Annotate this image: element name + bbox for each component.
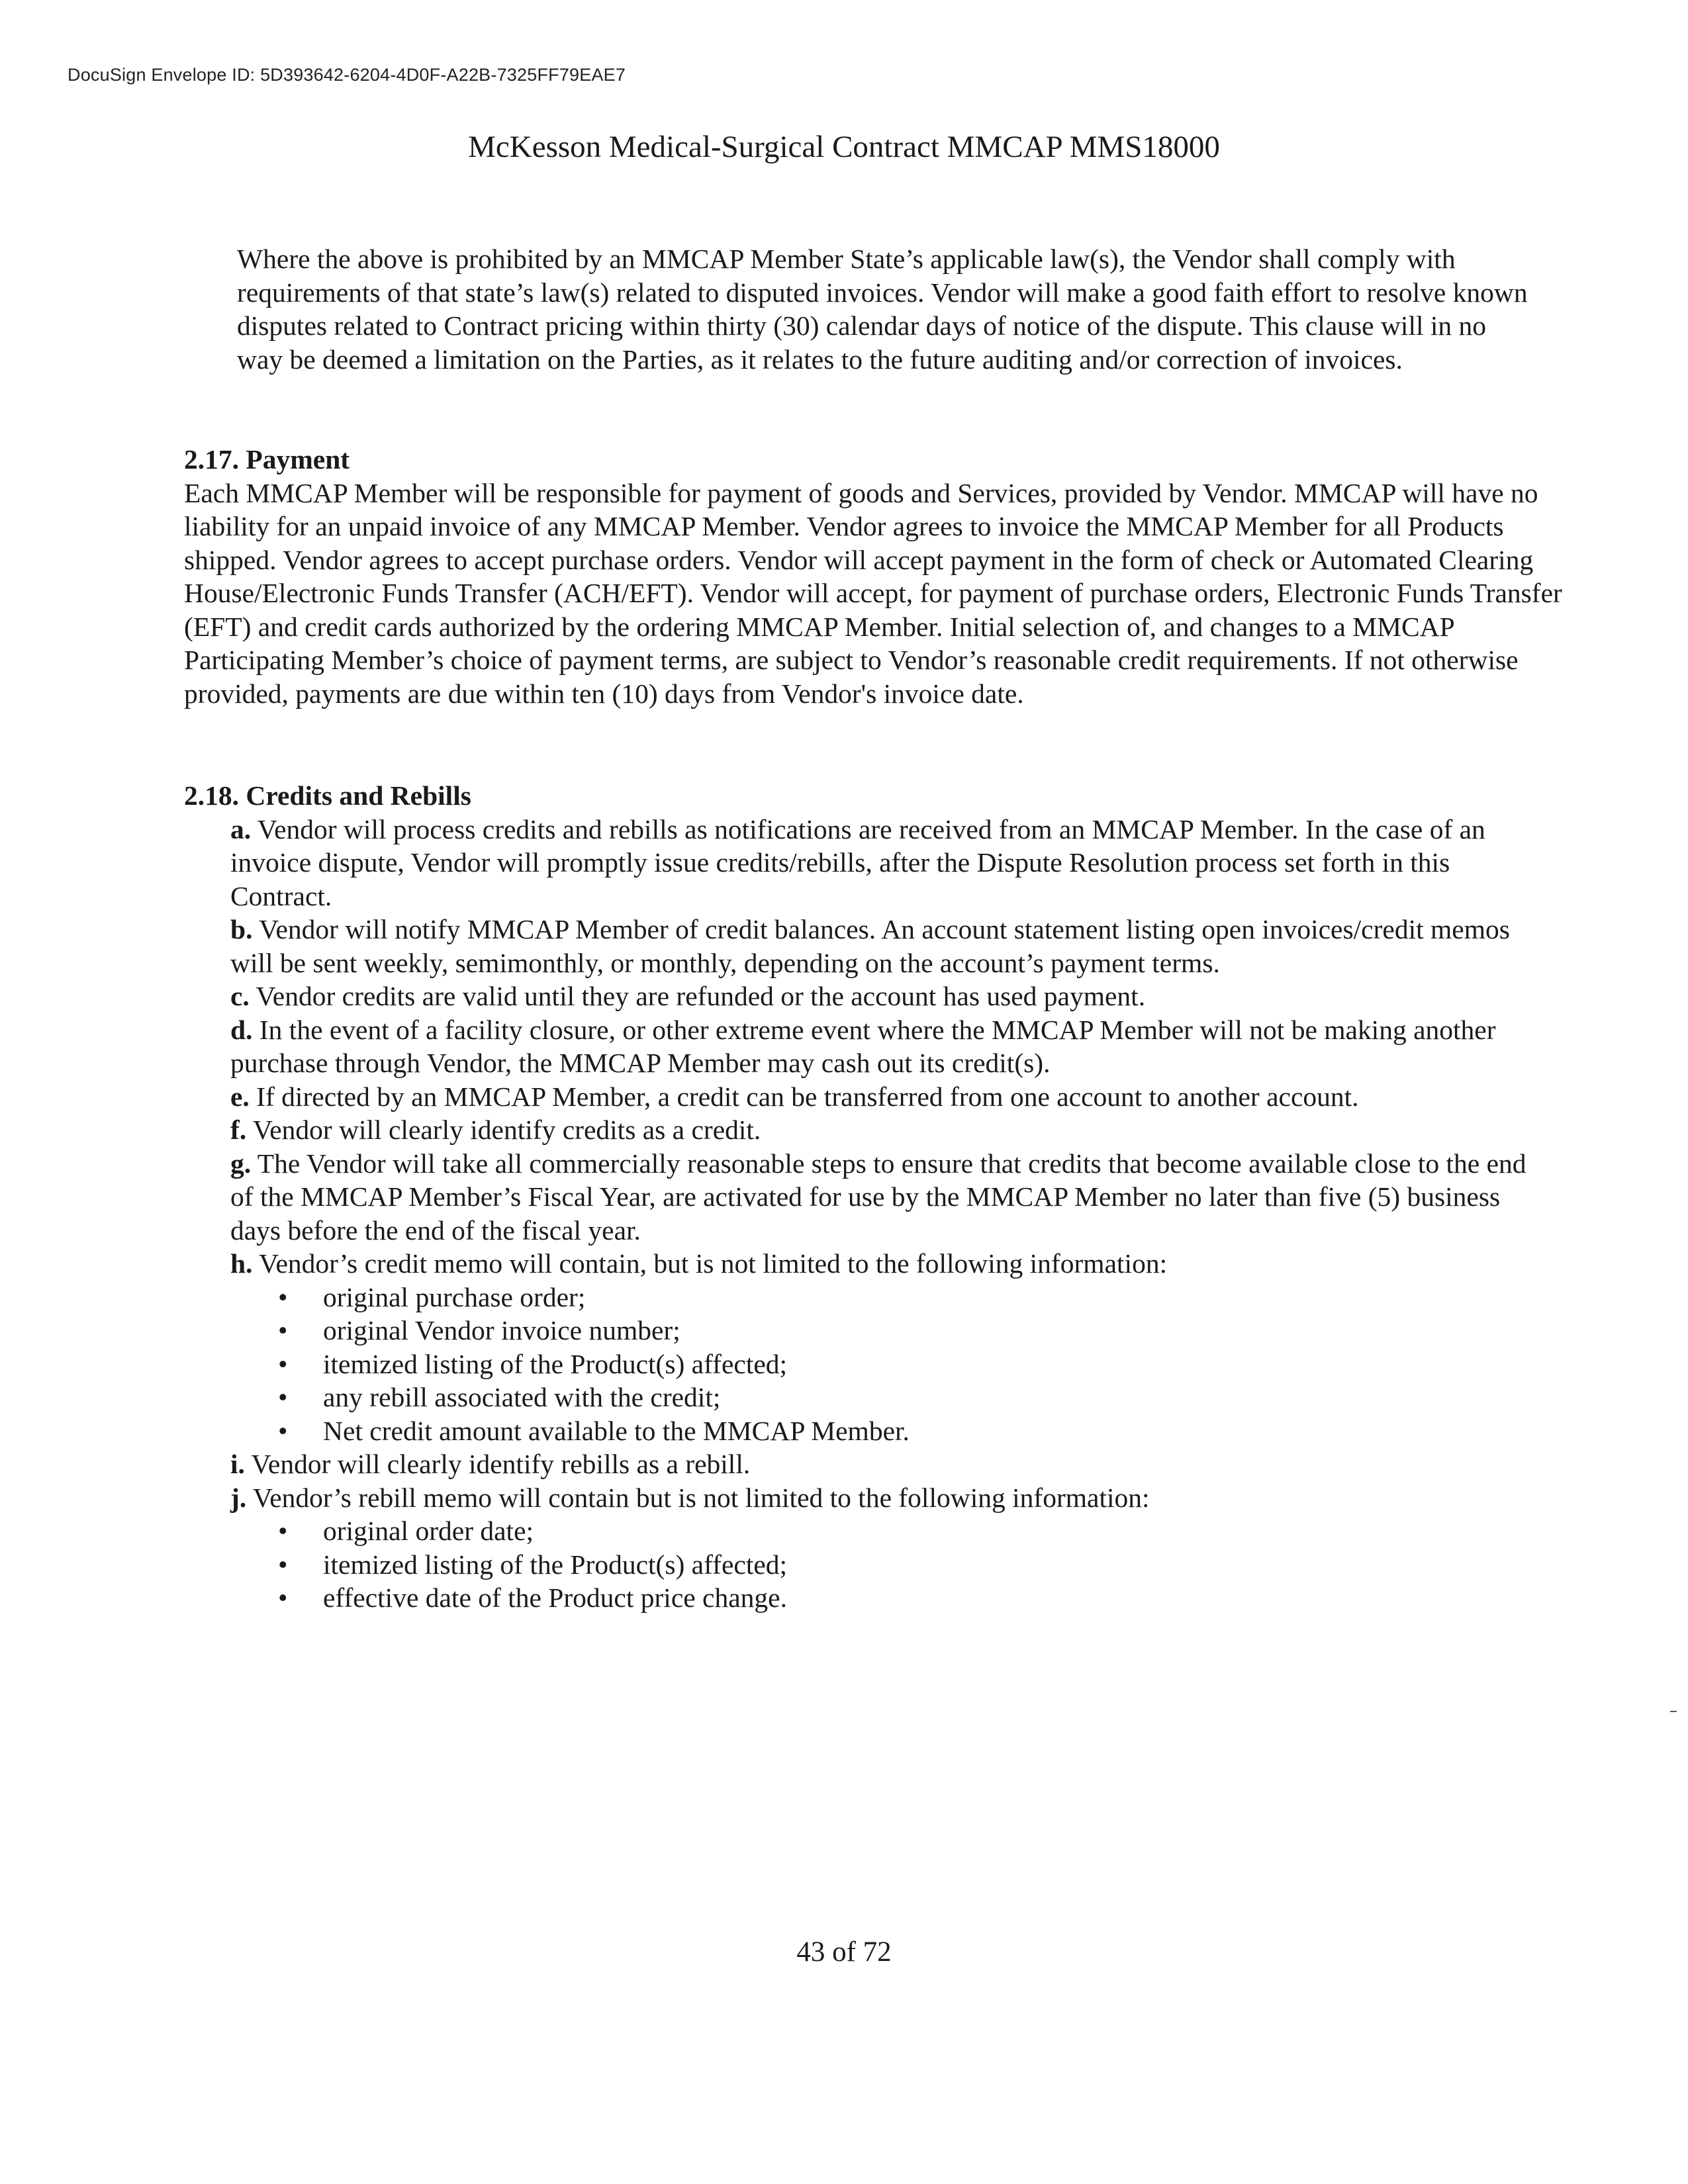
- bullet-text: original Vendor invoice number;: [323, 1315, 680, 1345]
- bullet-text: original order date;: [323, 1516, 534, 1546]
- item-text: Vendor will clearly identify credits as a credit.: [252, 1115, 761, 1145]
- page-number: 43 of 72: [796, 1936, 892, 1968]
- bullet-text: original purchase order;: [323, 1281, 586, 1312]
- bullet-text: Net credit amount available to the MMCAP Member.: [323, 1415, 910, 1446]
- item-letter: h.: [230, 1248, 253, 1279]
- item-text: Vendor will process credits and rebills as notifications are received from an MMCAP Member. In the case of an invoice dispute, Vendor will promptly issue credits/rebills, after the Dispute Resolution process set forth in this Contract.: [230, 813, 1485, 911]
- docusign-envelope-id: DocuSign Envelope ID: 5D393642-6204-4D0F-A22B-7325FF79EAE7: [68, 65, 626, 85]
- item-letter: b.: [230, 914, 253, 944]
- item-text: Vendor will notify MMCAP Member of credit balances. An account statement listing open invoices/credit memos will be sent weekly, semimonthly, or monthly, depending on the account’s payment terms.: [230, 914, 1510, 978]
- bullet-dot-icon: •: [278, 1516, 288, 1546]
- bullet-item: [278, 1414, 1548, 1448]
- item-letter: f.: [230, 1115, 247, 1145]
- item-text: Vendor’s rebill memo will contain but is not limited to the following information:: [252, 1482, 1150, 1513]
- list-item-a: [230, 813, 1548, 913]
- list-item-h: [230, 1247, 1548, 1281]
- bullet-item: [278, 1581, 1548, 1615]
- section-payment: [184, 443, 1568, 710]
- bullet-item: [278, 1381, 1548, 1414]
- item-letter: c.: [230, 981, 250, 1011]
- bullet-dot-icon: •: [278, 1281, 288, 1312]
- list-item-g: [230, 1147, 1548, 1248]
- section-payment-body: Each MMCAP Member will be responsible for payment of goods and Services, provided by Vendor. MMCAP will have no liability for an unpaid invoice of any MMCAP Member. Vendor agrees to invoice the MMCAP Member for all Products shipped. Vendor agrees to accept purchase orders. Vendor will accept payment in the form of check or Automated Clearing House/Electronic Funds Transfer (ACH/EFT). Vendor will accept, for payment of purchase orders, Electronic Funds Transfer (EFT) and credit cards authorized by the ordering MMCAP Member. Initial selection of, and changes to a MMCAP Participating Member’s choice of payment terms, are subject to Vendor’s reasonable credit requirements. If not otherwise provided, payments are due within ten (10) days from Vendor's invoice date.: [184, 477, 1562, 709]
- bullet-dot-icon: •: [278, 1315, 288, 1345]
- document-header-title: McKesson Medical-Surgical Contract MMCAP MMS18000: [468, 130, 1220, 164]
- bullet-dot-icon: •: [278, 1582, 288, 1613]
- item-letter: g.: [230, 1148, 252, 1179]
- bullet-item: [278, 1514, 1548, 1548]
- credit-memo-bullet-list: [230, 1281, 1548, 1448]
- list-item-c: [230, 979, 1548, 1013]
- item-letter: d.: [230, 1014, 253, 1045]
- section-heading-payment: 2.17. Payment: [184, 444, 350, 475]
- item-letter: a.: [230, 813, 252, 844]
- item-text: The Vendor will take all commercially reasonable steps to ensure that credits that become available close to the end of the MMCAP Member’s Fiscal Year, are activated for use by the MMCAP Member no later than five (5) business days before the end of the fiscal year.: [230, 1148, 1526, 1246]
- bullet-text: itemized listing of the Product(s) affected;: [323, 1549, 788, 1580]
- item-letter: i.: [230, 1449, 245, 1479]
- item-letter: e.: [230, 1081, 250, 1112]
- list-item-d: [230, 1013, 1548, 1080]
- bullet-item: [278, 1347, 1548, 1381]
- bullet-dot-icon: •: [278, 1382, 288, 1412]
- bullet-dot-icon: •: [278, 1549, 288, 1580]
- intro-paragraph: Where the above is prohibited by an MMCAP Member State’s applicable law(s), the Vendor shall comply with requirements of that state’s law(s) related to disputed invoices. Vendor will make a good faith effort to resolve known disputes related to Contract pricing within thirty (30) calendar days of notice of the dispute. This clause will in no way be deemed a limitation on the Parties, as it relates to the future auditing and/or correction of invoices.: [237, 244, 1528, 375]
- section-credits-rebills: [184, 779, 1568, 1615]
- section-heading-credits-rebills: 2.18. Credits and Rebills: [184, 780, 471, 811]
- rebill-memo-bullet-list: [230, 1514, 1548, 1615]
- list-item-f: [230, 1113, 1548, 1147]
- credits-rebills-items: [230, 813, 1548, 1615]
- item-text: In the event of a facility closure, or other extreme event where the MMCAP Member will not be making another purchase through Vendor, the MMCAP Member may cash out its credit(s).: [230, 1014, 1496, 1078]
- item-text: Vendor credits are valid until they are refunded or the account has used payment.: [256, 981, 1146, 1011]
- list-item-j: [230, 1481, 1548, 1515]
- bullet-dot-icon: •: [278, 1415, 288, 1446]
- item-text: If directed by an MMCAP Member, a credit can be transferred from one account to another account.: [256, 1081, 1359, 1112]
- bullet-text: effective date of the Product price change.: [323, 1582, 787, 1613]
- bullet-dot-icon: •: [278, 1348, 288, 1379]
- bullet-text: any rebill associated with the credit;: [323, 1382, 721, 1412]
- bullet-item: [278, 1281, 1548, 1314]
- bullet-text: itemized listing of the Product(s) affected;: [323, 1348, 788, 1379]
- bullet-item: [278, 1548, 1548, 1582]
- item-text: Vendor will clearly identify rebills as a rebill.: [251, 1449, 751, 1479]
- item-text: Vendor’s credit memo will contain, but is not limited to the following information:: [259, 1248, 1168, 1279]
- list-item-e: [230, 1080, 1548, 1114]
- bullet-item: [278, 1314, 1548, 1347]
- list-item-i: [230, 1447, 1548, 1481]
- item-letter: j.: [230, 1482, 247, 1513]
- list-item-b: [230, 913, 1548, 979]
- scan-edge-mark: [1670, 1711, 1677, 1712]
